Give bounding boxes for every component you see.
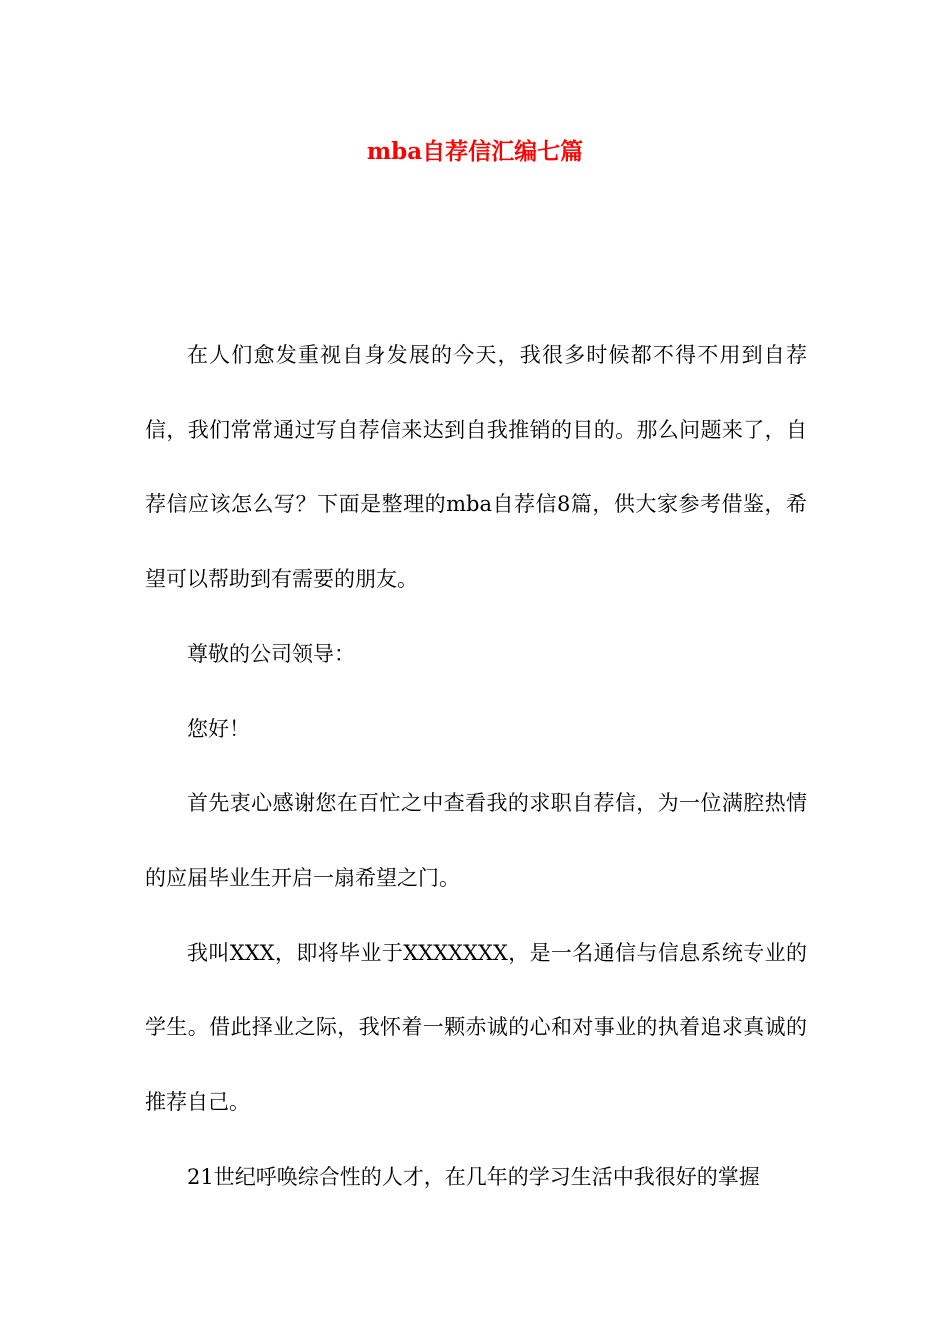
paragraph-intro: 在人们愈发重视自身发展的今天，我很多时候都不得不用到自荐信，我们常常通过写自荐信来达到自我推销的目的。那么问题来了，自荐信应该怎么写？下面是整理的mba自荐信8篇，供大家参考借鉴，希望可以帮助到有需要的朋友。 — [145, 343, 807, 592]
paragraph-skills: 21世纪呼唤综合性的人才，在几年的学习生活中我很好的掌握 — [187, 1164, 760, 1189]
document-body — [145, 318, 807, 1214]
paragraph-self-introduction: 我叫XXX，即将毕业于XXXXXXX，是一名通信与信息系统专业的学生。借此择业之际，我怀着一颗赤诚的心和对事业的执着追求真诚的推荐自己。 — [145, 940, 807, 1115]
paragraph-salutation: 尊敬的公司领导： — [187, 641, 355, 666]
document-title: mba自荐信汇编七篇 — [366, 138, 584, 165]
paragraph-thanks: 首先衷心感谢您在百忙之中查看我的求职自荐信，为一位满腔热情的应届毕业生开启一扇希望之门。 — [145, 791, 807, 890]
paragraph-greeting: 您好！ — [187, 716, 250, 741]
